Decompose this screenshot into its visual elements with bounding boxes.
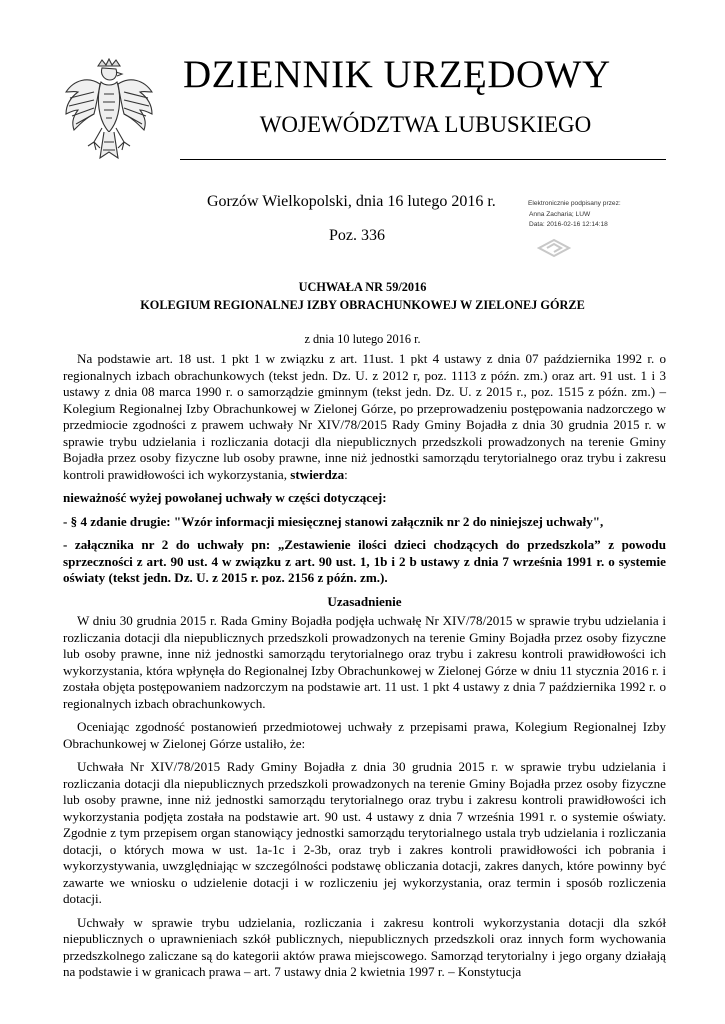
decision-line-1: nieważność wyżej powołanej uchwały w części dotyczącej: [63, 490, 387, 505]
electronic-signature-block[interactable] [528, 199, 638, 231]
paragraph-legal-basis [63, 351, 666, 483]
signature-line-2: Anna Zacharia; LUW [529, 210, 591, 218]
paragraph-end: : [344, 466, 348, 482]
masthead-subtitle: WOJEWÓDZTWA LUBUSKIEGO [259, 112, 592, 137]
paragraph-text: Na podstawie art. 18 ust. 1 pkt 1 w związku z art. 11ust. 1 pkt 4 ustawy z dnia 07 października 1992 r. o regionalnych izbach obrachunkowych (tekst jedn. Dz. U. z 2012 r, poz. 1113 z późn. zm.) oraz art. 91 ust. 1 i 3 ustawy z dnia 08 marca 1990 r. o samorządzie gminnym (tekst jedn. Dz. U. z 2015 r., poz. 1515 z późn. zm.) – Kolegium Regionalnej Izby Obrachunkowej w Zielonej Górze, po przeprowadzeniu postępowania nadzorczego w przedmiocie zgodności z prawem uchwały Nr XIV/78/2015 Rady Gminy Bojadła z dnia 30 grudnia 2015 r. w sprawie trybu udzielania i rozliczania dotacji dla niepublicznych przedszkoli prowadzonych na terenie Gminy Bojadła przez osoby fizyczne lub osoby prawne, inne niż jednostki samorządu terytorialnego oraz trybu i zakresu kontroli prawidłowości ich wykorzystania, [63, 351, 666, 482]
decision-line-2: - § 4 zdanie drugie: "Wzór informacji miesięcznej stanowi załącznik nr 2 do niniejszej uchwały", [63, 513, 604, 529]
paragraph-justification-2: Oceniając zgodność postanowień przedmiotowej uchwały z przepisami prawa, Kolegium Regionalnej Izby Obrachunkowej w Zielonej Górze ustaliło, że: [63, 719, 666, 751]
decision-line-3: - załącznika nr 2 do uchwały pn: „Zestawienie ilości dzieci chodzących do przedszkola” z powodu sprzeczności z art. 90 ust. 4 w związku z art. 90 ust. 1, 1b i 2 b ustawy z dnia 7 września 1991 r. o systemie oświaty (tekst jedn. Dz. U. z 2015 r. poz. 2156 z późn. zm.). [63, 537, 666, 585]
signature-verified-icon [537, 238, 571, 258]
signature-line-1: Elektronicznie podpisany przez: [528, 200, 621, 207]
paragraph-justification-3: Uchwała Nr XIV/78/2015 Rady Gminy Bojadła z dnia 30 grudnia 2015 r. w sprawie trybu udzielania i rozliczania dotacji dla niepublicznych przedszkoli prowadzonych na terenie Gminy Bojadła przez osoby fizyczne lub osoby prawne, inne niż jednostki samorządu terytorialnego oraz trybu i zakresu kontroli prawidłowości ich wykorzystania podjęta została na podstawie art. 90 ust. 4 ustawy z dnia 7 września 1991 r. o systemie oświaty. Zgodnie z tym przepisem organ stanowiący jednostki samorządu terytorialnego ustala tryb udzielania i rozliczania dotacji, o których mowa w ust. 1a-1c i 2-3b, oraz tryb i zakres kontroli prawidłowości ich pobrania i wykorzystywania, uwzględniając w szczególności podstawę obliczania dotacji, zakres danych, które powinny być zawarte we wniosku o udzielenie dotacji i w rozliczeniu jej wykorzystania, oraz termin i sposób rozliczenia dotacji. [63, 759, 666, 906]
polish-eagle-emblem-icon [60, 58, 158, 170]
masthead-title: DZIENNIK URZĘDOWY [183, 53, 611, 96]
resolution-number: UCHWAŁA NR 59/2016 [298, 280, 427, 294]
position-number: Poz. 336 [329, 227, 385, 244]
bold-verdict: stwierdza [290, 466, 345, 482]
paragraph-justification-4: Uchwały w sprawie trybu udzielania, rozliczania i zakresu kontroli wykorzystania dotacji dla szkół niepublicznych o uprawnieniach szkół publicznych, niepublicznych przedszkoli oraz innych form wychowania przedszkolnego zaliczane są do kategorii aktów prawa miejscowego. Samorząd terytorialny i jego organy działają na podstawie i w granicach prawa – art. 7 ustawy dnia 2 kwietnia 1997 r. – Konstytucja [63, 914, 666, 979]
section-heading: Uzasadnienie [327, 593, 402, 609]
paragraph-justification-1: W dniu 30 grudnia 2015 r. Rada Gminy Bojadła podjęła uchwałę Nr XIV/78/2015 w sprawie trybu udzielania i rozliczania dotacji dla niepublicznych przedszkoli prowadzonych na terenie Gminy Bojadła przez osoby fizyczne lub osoby prawne, inne niż jednostki samorządu terytorialnego oraz trybu i zakresu kontroli prawidłowości ich wykorzystania, która wpłynęła do Regionalnej Izby Obrachunkowej w Zielonej Górze w dniu 11 stycznia 2016 r. i została objęta postępowaniem nadzorczym na podstawie art. 11 ust. 1 pkt 4 ustawy z dnia 7 października 1992 r. o regionalnych izbach obrachunkowych. [63, 613, 666, 711]
resolution-issuing-body: KOLEGIUM REGIONALNEJ IZBY OBRACHUNKOWEJ W ZIELONEJ GÓRZE [140, 298, 585, 312]
masthead-divider [180, 159, 666, 160]
document-body [63, 351, 666, 988]
signature-line-3: Data: 2016-02-16 12:14:18 [529, 221, 608, 229]
place-and-date: Gorzów Wielkopolski, dnia 16 lutego 2016 r. [207, 193, 496, 210]
resolution-date: z dnia 10 lutego 2016 r. [304, 332, 421, 346]
